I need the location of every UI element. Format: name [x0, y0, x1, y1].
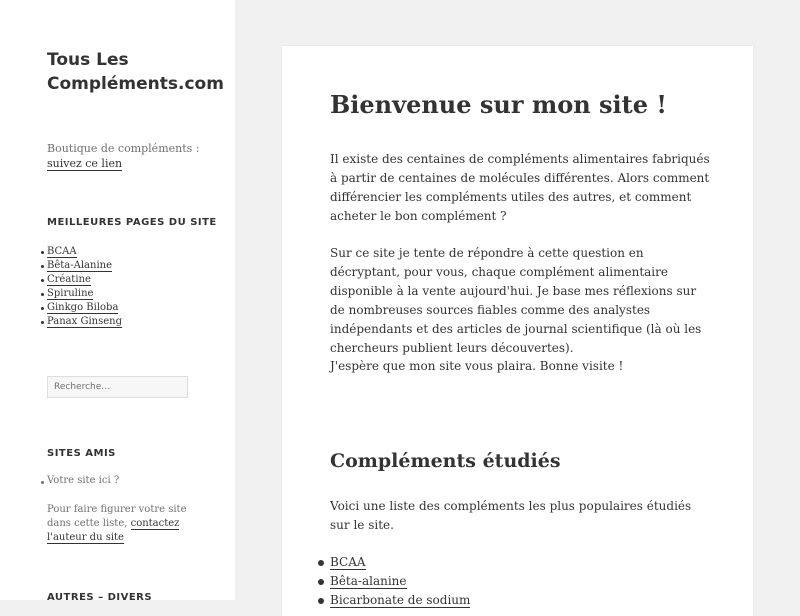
intro-paragraph-1: Il existe des centaines de compléments alimentaires fabriqués à partir de centaines de molécules différentes. Alors comment différencier les compléments utiles des autres, et comment acheter le bon complément ? — [330, 152, 710, 223]
list-item — [330, 572, 470, 591]
site-description-text: Boutique de compléments : — [47, 142, 200, 155]
best-page-link-spiruline[interactable]: Spiruline — [47, 288, 94, 299]
supplement-link-beta-alanine[interactable]: Bêta-alanine — [330, 574, 407, 588]
list-item — [47, 273, 122, 287]
best-pages-title: MEILLEURES PAGES DU SITE — [47, 217, 217, 228]
supplement-link-bcaa[interactable]: BCAA — [330, 555, 366, 569]
sites-amis-title: SITES AMIS — [47, 448, 116, 459]
best-page-link-beta-alanine[interactable]: Bêta-Alanine — [47, 260, 113, 271]
supplements-list — [330, 553, 470, 610]
list-item — [330, 591, 470, 610]
sites-amis-item: Votre site ici ? — [47, 475, 120, 486]
sites-amis-text — [47, 503, 192, 545]
section-intro: Voici une liste des compléments les plus populaires étudiés sur le site. — [330, 499, 692, 532]
main-content — [282, 46, 753, 616]
page-title: Bienvenue sur mon site ! — [330, 90, 667, 119]
list-item — [47, 301, 122, 315]
site-description — [47, 141, 217, 171]
search-input[interactable] — [47, 376, 188, 398]
sidebar — [0, 0, 235, 600]
best-page-link-ginkgo[interactable]: Ginkgo Biloba — [47, 302, 119, 313]
intro-paragraph-3: J'espère que mon site vous plaira. Bonne visite ! — [330, 359, 624, 373]
site-title[interactable]: Tous Les Compléments.com — [47, 50, 224, 94]
best-page-link-bcaa[interactable]: BCAA — [47, 246, 77, 257]
best-page-link-creatine[interactable]: Créatine — [47, 274, 91, 285]
section-title: Compléments étudiés — [330, 450, 561, 472]
supplement-link-bicarbonate[interactable]: Bicarbonate de sodium — [330, 593, 471, 607]
intro-paragraph-2: Sur ce site je tente de répondre à cette question en décryptant, pour vous, chaque complément alimentaire disponible à la vente aujourd'hui. Je base mes réflexions sur de nombreuses sources fiables comme des analystes indépendants et des articles de journal scientifique (là où les chercheurs publient leurs découvertes). — [330, 246, 702, 355]
list-item — [47, 245, 122, 259]
list-item — [47, 287, 122, 301]
best-pages-list — [47, 245, 122, 329]
contact-author-link[interactable]: contactez l'auteur du site — [47, 518, 180, 543]
shop-link[interactable]: suivez ce lien — [47, 157, 123, 170]
list-item — [47, 315, 122, 329]
list-item — [330, 553, 470, 572]
autres-divers-title: AUTRES – DIVERS — [47, 592, 153, 600]
best-page-link-ginseng[interactable]: Panax Ginseng — [47, 316, 122, 327]
sites-amis-text-before: Pour faire figurer votre site dans cette liste, — [47, 504, 187, 529]
list-item — [47, 259, 122, 273]
